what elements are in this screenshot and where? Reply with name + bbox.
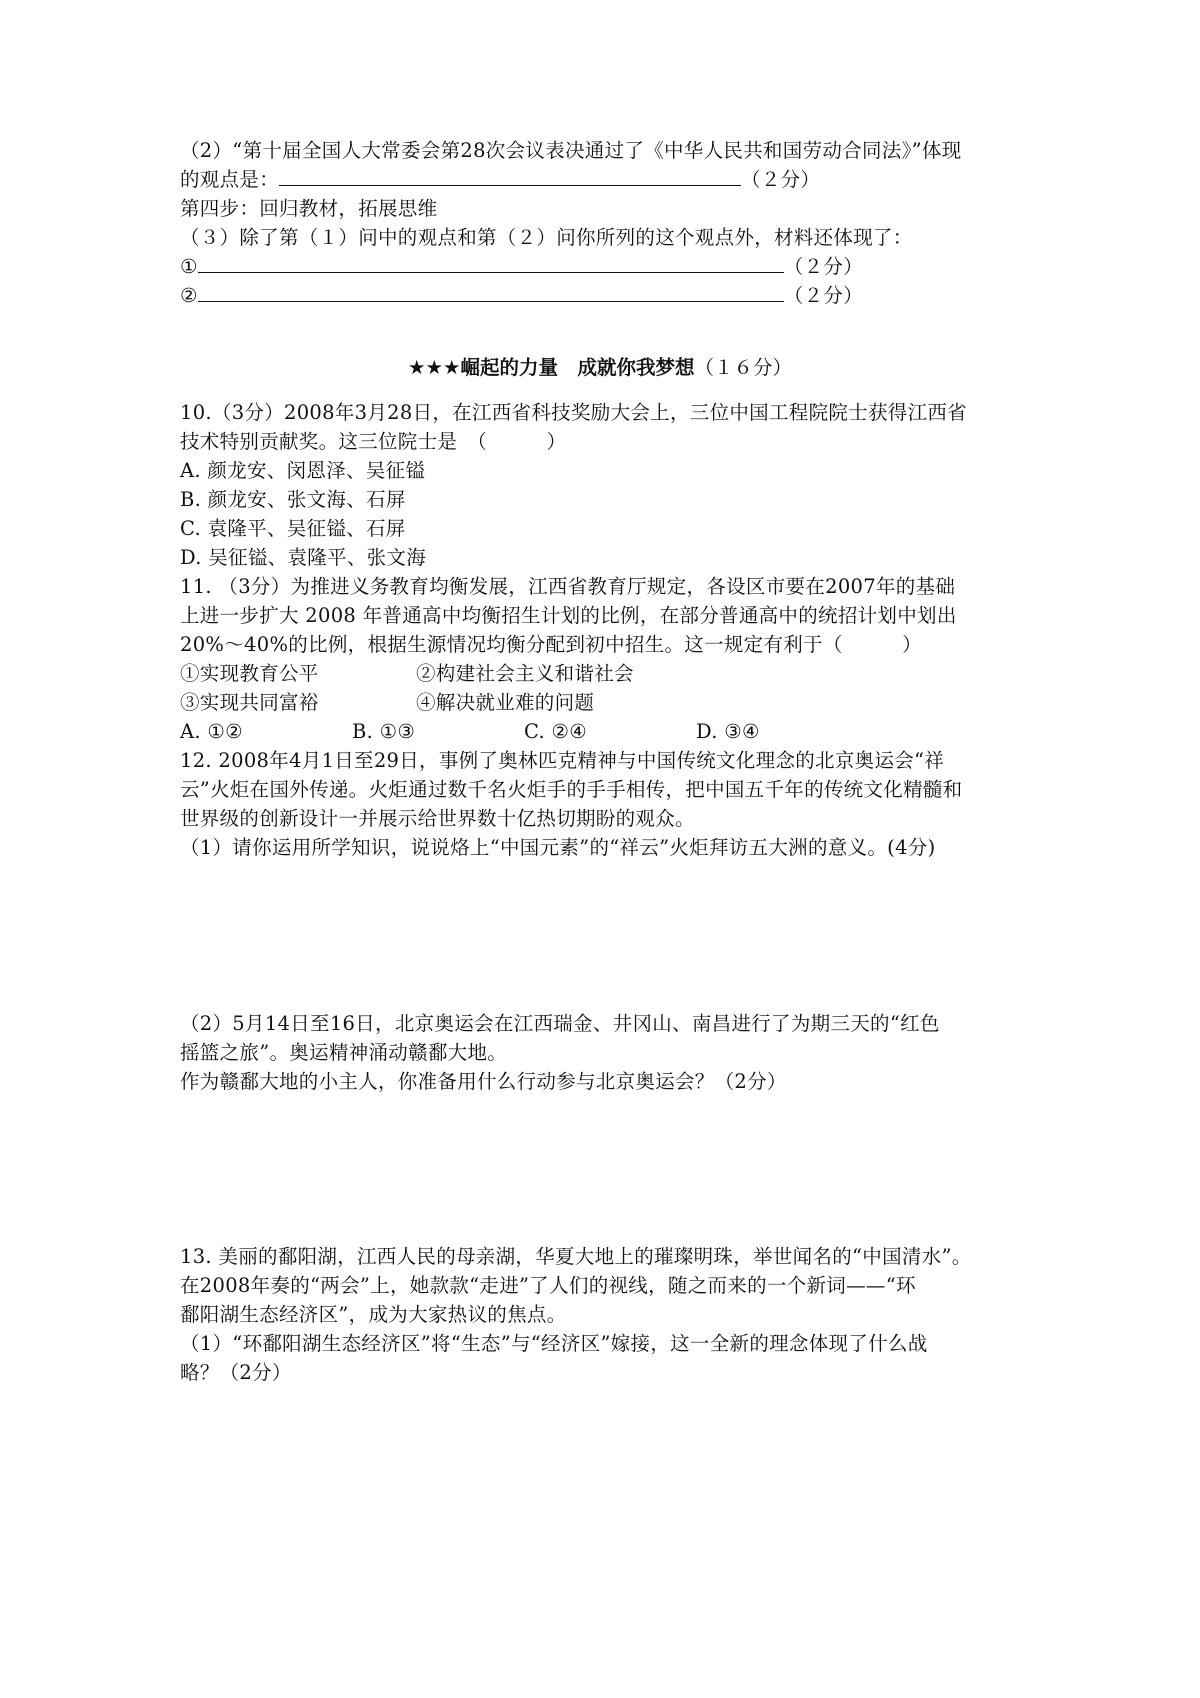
q12-part2-line2: 摇篮之旅”。奥运精神涌动赣鄱大地。 (180, 1041, 508, 1064)
q9-part3-blank1-line (180, 254, 863, 280)
q11-line2: 上进一步扩大 2008 年普通高中均衡招生计划的比例，在部分普通高中的统招计划中划出 (180, 604, 957, 627)
q10-line1: 10.（3分）2008年3月28日，在江西省科技奖励大会上，三位中国工程院院士获得江西省 (180, 401, 967, 424)
q11-items-row2 (180, 690, 594, 716)
q9-part2-line1: （2）“第十届全国人大常委会第28次会议表决通过了《中华人民共和国劳动合同法》”体现 (180, 139, 962, 162)
q13-part1-line2: 略？（2分） (180, 1361, 292, 1384)
q9-part3-blank2-line (180, 283, 863, 309)
q13-part1-answer-area[interactable] (180, 1392, 1020, 1592)
q11-choice-d[interactable]: D. ③④ (696, 720, 760, 743)
step4-heading: 第四步：回归教材，拓展思维 (180, 197, 438, 220)
q11-item-4: ④解决就业难的问题 (416, 691, 595, 714)
q11-item-1: ①实现教育公平 (180, 662, 319, 685)
q10-option-c[interactable]: C. 袁隆平、吴征镒、石屏 (180, 517, 406, 540)
q11-choice-b[interactable]: B. ①③ (352, 720, 416, 743)
q9-blank1-mark: ① (180, 255, 198, 278)
q12-part2-line3: 作为赣鄱大地的小主人，你准备用什么行动参与北京奥运会？（2分） (180, 1070, 787, 1093)
q9-part2-answer-blank[interactable] (279, 167, 741, 186)
q12-line2: 云”火炬在国外传递。火炬通过数千名火炬手的手手相传，把中国五千年的传统文化精髓和 (180, 778, 963, 801)
q13-line2: 在2008年奏的“两会”上，她款款“走进”了人们的视线，随之而来的一个新词——“环 (180, 1274, 916, 1297)
q12-part2-line1: （2）5月14日至16日，北京奥运会在江西瑞金、井冈山、南昌进行了为期三天的“红色 (180, 1012, 940, 1035)
q13-line3: 鄱阳湖生态经济区”，成为大家热议的焦点。 (180, 1303, 567, 1326)
q10-option-d[interactable]: D. 吴征镒、袁隆平、张文海 (180, 546, 427, 569)
q9-blank1-score: （２分） (783, 255, 863, 278)
q9-part2-score: （２分） (741, 168, 821, 191)
q11-choice-c[interactable]: C. ②④ (524, 720, 588, 743)
q11-item-2: ②构建社会主义和谐社会 (416, 662, 634, 685)
q11-item-3: ③实现共同富裕 (180, 691, 319, 714)
q12-part2-answer-area[interactable] (180, 1100, 1020, 1230)
q9-blank2-mark: ② (180, 284, 198, 307)
q9-part3-answer-blank-2[interactable] (198, 283, 784, 302)
q9-part2-line2 (180, 167, 820, 193)
q9-part3-prompt: （３）除了第（１）问中的观点和第（２）问你所列的这个观点外，材料还体现了： (180, 226, 913, 249)
q10-line2: 技术特别贡献奖。这三位院士是 （ ） (180, 430, 567, 453)
q10-option-b[interactable]: B. 颜龙安、张文海、石屏 (180, 488, 406, 511)
q9-part3-answer-blank-1[interactable] (198, 254, 784, 273)
section-score: （１６分） (694, 356, 792, 379)
section-title-text: ★★★崛起的力量 成就你我梦想 (408, 356, 695, 379)
q11-line1: 11. （3分）为推进义务教育均衡发展，江西省教育厅规定，各设区市要在2007年的基础 (180, 575, 956, 598)
q11-items-row1 (180, 661, 634, 687)
q12-part1: （1）请你运用所学知识，说说烙上“中国元素”的“祥云”火炬拜访五大洲的意义。(4分) (180, 836, 936, 859)
q11-choice-a[interactable]: A. ①② (180, 720, 243, 743)
q9-part2-prefix: 的观点是： (180, 168, 280, 191)
q9-blank2-score: （２分） (783, 284, 863, 307)
q13-line1: 13. 美丽的鄱阳湖，江西人民的母亲湖，华夏大地上的璀璨明珠，举世闻名的“中国清水”。 (180, 1245, 972, 1268)
q12-line1: 12. 2008年4月1日至29日，事例了奥林匹克精神与中国传统文化理念的北京奥运会“祥 (180, 749, 945, 772)
q10-option-a[interactable]: A. 颜龙安、闵恩泽、吴征镒 (180, 459, 426, 482)
q12-part1-answer-area[interactable] (180, 866, 1020, 1006)
section-title (0, 355, 1200, 381)
q11-choices-row (180, 719, 760, 745)
q13-part1-line1: （1）“环鄱阳湖生态经济区”将“生态”与“经济区”嫁接，这一全新的理念体现了什么战 (180, 1332, 928, 1355)
q11-line3: 20%～40%的比例，根据生源情况均衡分配到初中招生。这一规定有利于（ ） (180, 633, 922, 656)
q12-line3: 世界级的创新设计一并展示给世界数十亿热切期盼的观众。 (180, 807, 695, 830)
